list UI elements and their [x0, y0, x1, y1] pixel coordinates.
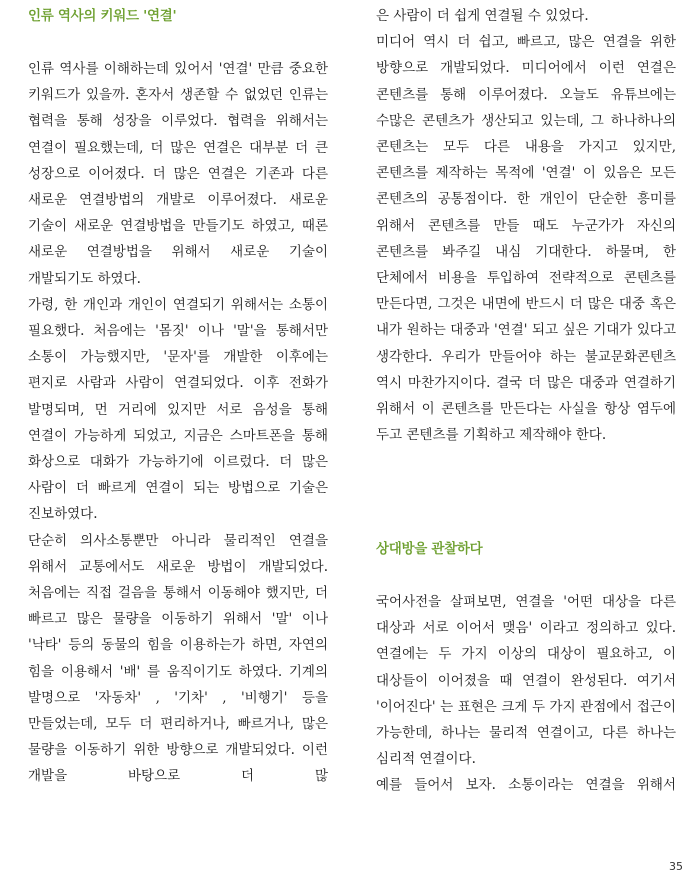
body-paragraph: 단순히 의사소통뿐만 아니라 물리적인 연결을 위해서 교통에서도 새로운 방법이 개발되었다. 처음에는 직접 걸음을 통해서 이동해야 했지만, 더 빠르고 많은 물량을 이동하기 위해서 '말' 이나 '낙타' 등의 동물의 힘을 이용하는가 하면, 자연의 힘을 이용해서 '배' 를 움직이기도 하였다. 기계의 발명으로 '자동차' , '기차' , '비행기' 등을 만들었는데, 모두 더 편리하거나, 빠르거나, 많은 물량을 이동하기 위한 방향으로 개발되었다. 이런 개발을 바탕으로 더 많 [28, 532, 328, 785]
left-column [28, 0, 328, 790]
body-paragraph: 인류 역사를 이해하는데 있어서 '연결' 만큼 중요한 키워드가 있을까. 혼자서 생존할 수 없었던 인류는 협력을 통해 성장을 이루었다. 협력을 위해서는 연결이 필요했는데, 더 많은 연결은 대부분 더 큰 성장으로 이어졌다. 더 많은 연결은 기존과 다른 새로운 연결방법의 개발로 이루어졌다. 새로운 기술이 새로운 연결방법을 만들기도 하였고, 때론 새로운 연결방법을 위해서 새로운 기술이 개발되기도 하였다. [28, 61, 328, 287]
section-heading-history-keyword: 인류 역사의 키워드 '연결' [28, 8, 177, 24]
body-paragraph: 예를 들어서 보자. 소통이라는 연결을 위해서 [376, 777, 676, 794]
body-paragraph: 미디어 역시 더 쉽고, 빠르고, 많은 연결을 위한 방향으로 개발되었다. 미디어에서 이런 연결은 콘텐츠를 통해 이루어졌다. 오늘도 유튜브에는 수많은 콘텐츠가 생산되고 있는데, 그 하나하나의 콘텐츠는 모두 다른 내용을 가지고 있지만, 콘텐츠를 제작하는 목적에 '연결' 이 있음은 모든 콘텐츠의 공통점이다. 한 개인이 단순한 흥미를 위해서 콘텐츠를 만들 때도 누군가가 자신의 콘텐츠를 봐주길 내심 기대한다. 하물며, 한 단체에서 비용을 투입하여 전략적으로 콘텐츠를 만든다면, 그것은 내면에 반드시 더 많은 대중 혹은 내가 원하는 대중과 '연결' 되고 싶은 기대가 있다고 생각한다. 우리가 만들어야 하는 불교문화콘텐츠 역시 마찬가지이다. 결국 더 많은 대중과 연결하기 위해서 이 콘텐츠를 만든다는 사실을 항상 염두에 두고 콘텐츠를 기획하고 제작해야 한다. [376, 34, 676, 444]
body-paragraph: 국어사전을 살펴보면, 연결을 '어떤 대상을 다른 대상과 서로 이어서 맺음' 이라고 정의하고 있다. 연결에는 두 가지 이상의 대상이 필요하고, 이 대상들이 이어졌을 때 연결이 완성된다. 여기서 '이어진다' 는 표현은 크게 두 가지 관점에서 접근이 가능한데, 하나는 물리적 연결이고, 다른 하나는 심리적 연결이다. [376, 594, 676, 768]
page-number: 35 [669, 860, 683, 873]
section-heading-observe: 상대방을 관찰하다 [376, 541, 483, 557]
right-column-lower [376, 0, 676, 799]
body-paragraph: 가령, 한 개인과 개인이 연결되기 위해서는 소통이 필요했다. 처음에는 '몸짓' 이나 '말'을 통해서만 소통이 가능했지만, '문자'를 개발한 이후에는 편지로 사람과 사람이 연결되었다. 이후 전화가 발명되며, 먼 거리에 있지만 서로 음성을 통해 연결이 가능하게 되었고, 지금은 스마트폰을 통해 화상으로 대화가 가능하기에 이르렀다. 더 많은 사람이 더 빠르게 연결이 되는 방법으로 기술은 진보하였다. [28, 296, 328, 523]
body-paragraph: 은 사람이 더 쉽게 연결될 수 있었다. [376, 8, 589, 24]
